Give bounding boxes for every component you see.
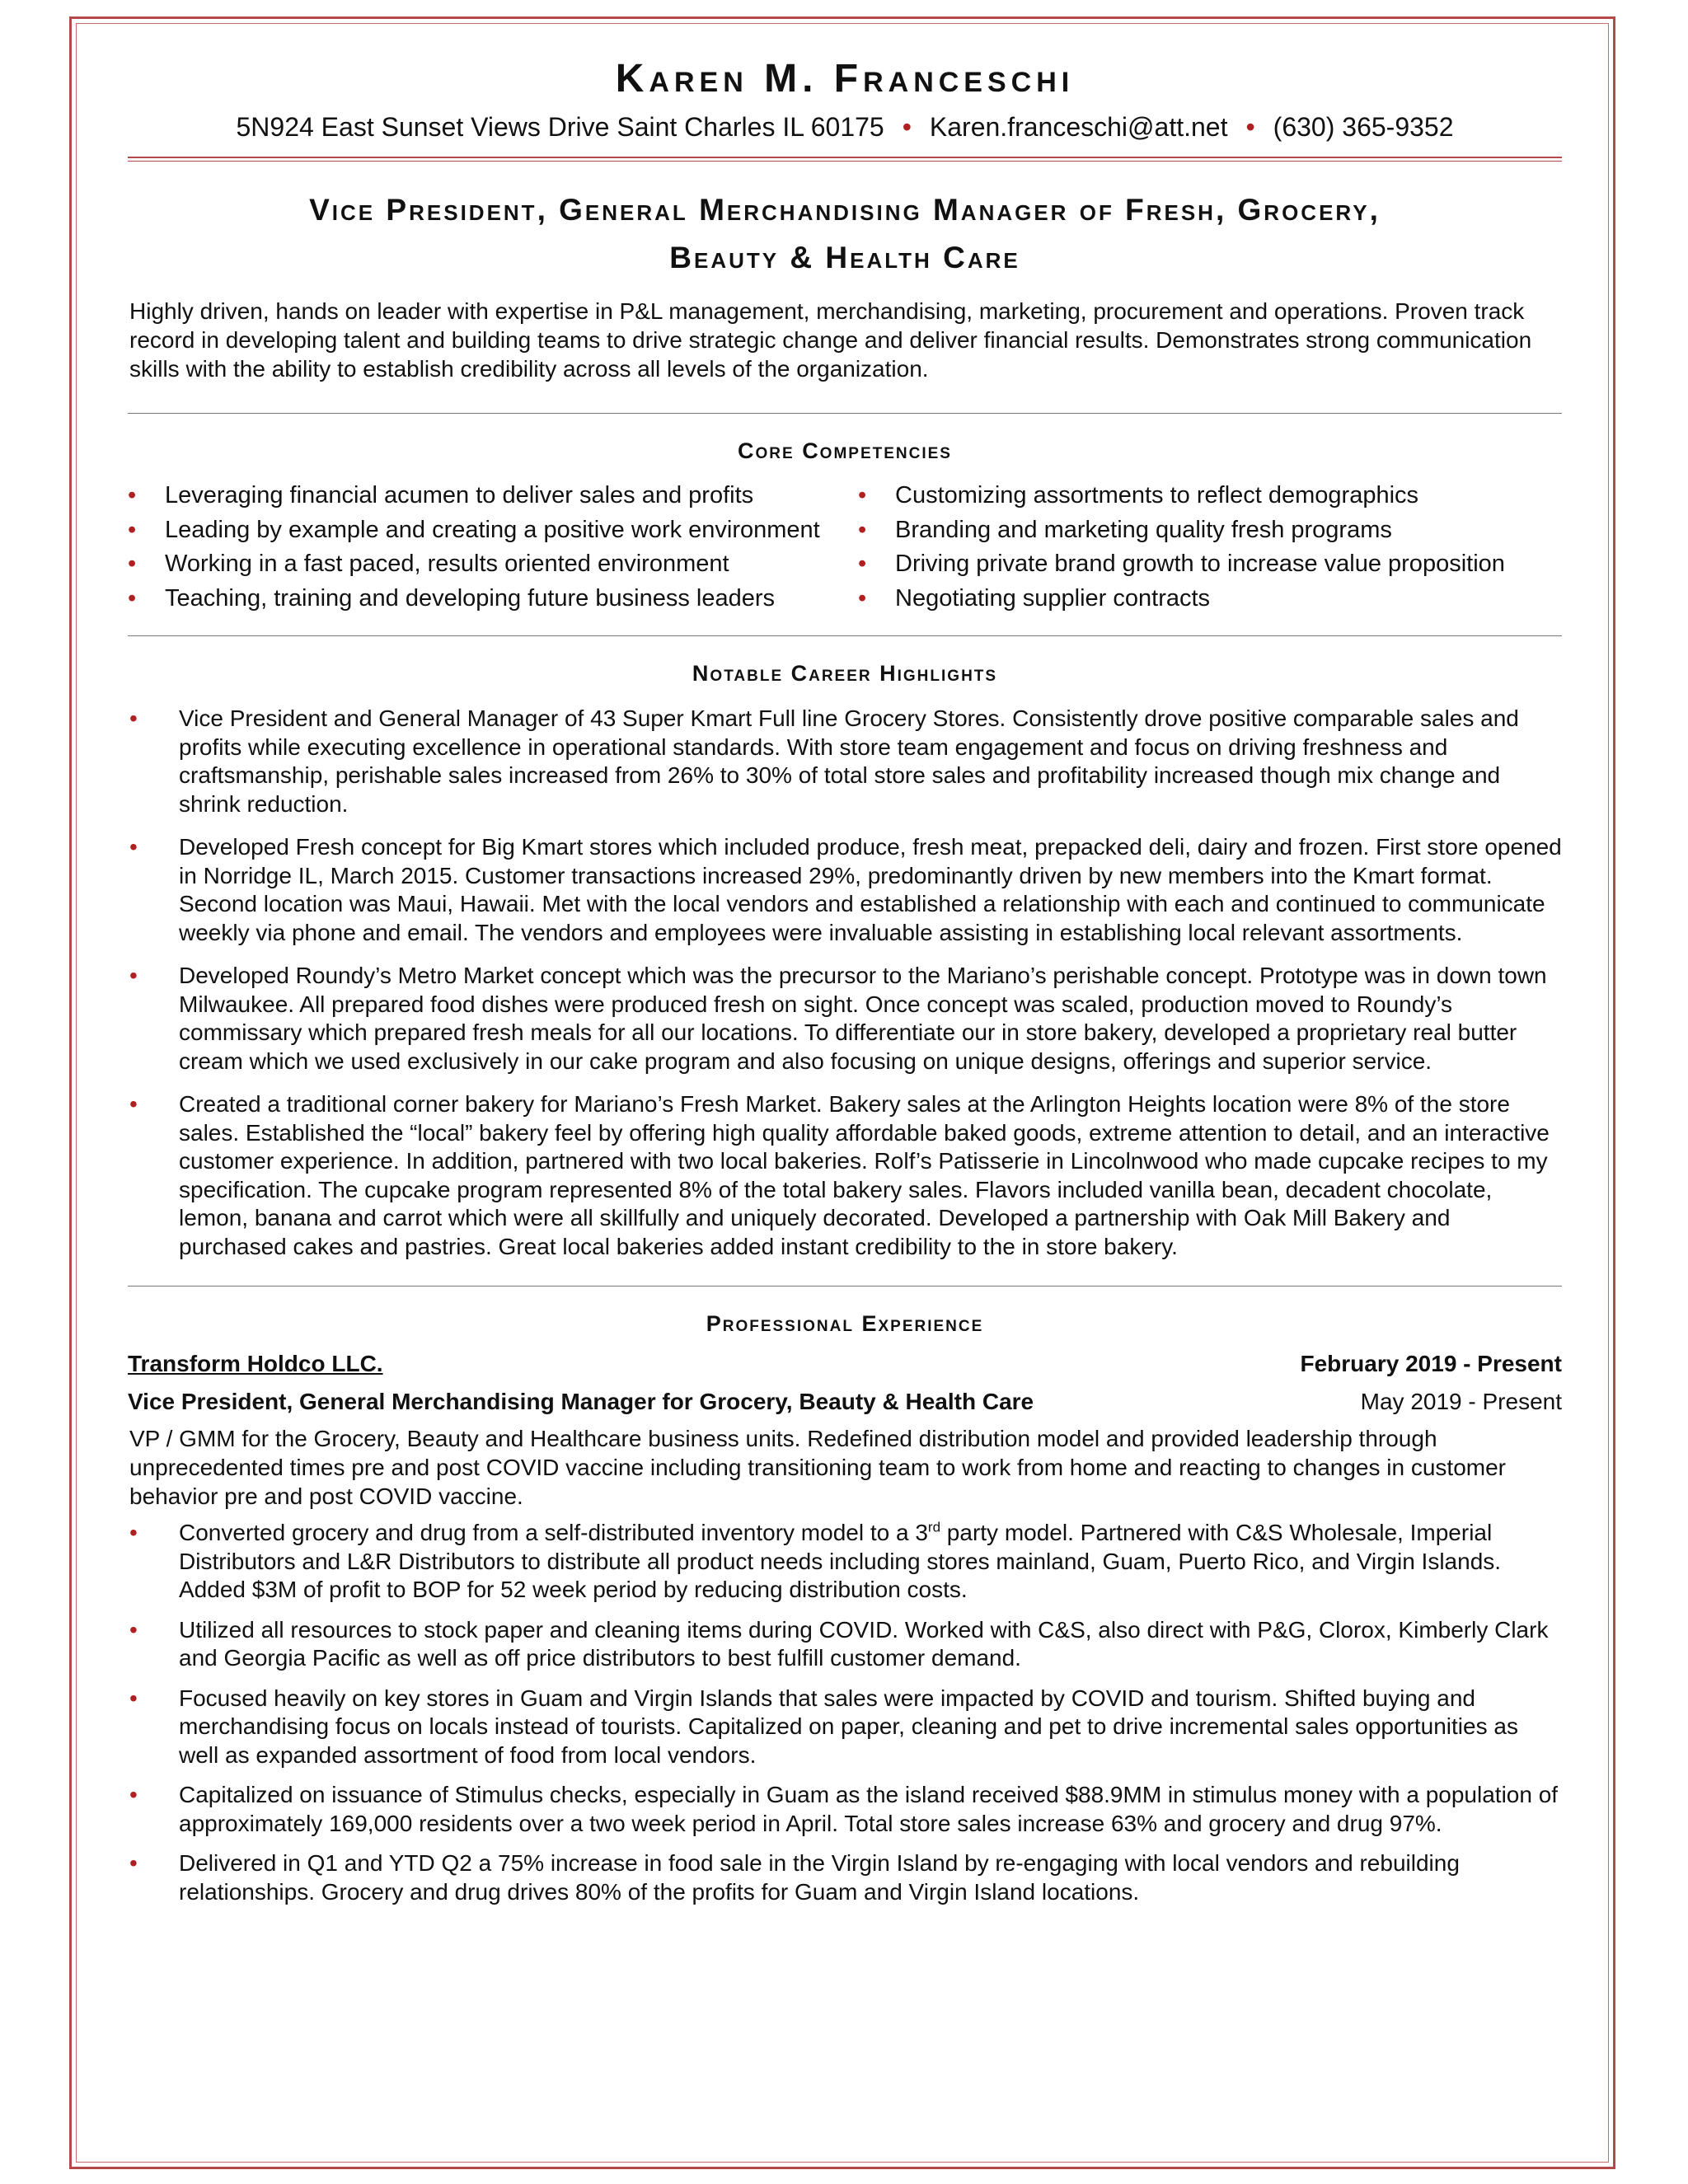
competency-item: • Leveraging financial acumen to deliver sales and profits <box>128 479 858 513</box>
competencies-list <box>128 479 1562 616</box>
highlights-list <box>128 705 1562 1261</box>
email-link[interactable]: Karen.franceschi@att.net <box>929 112 1228 142</box>
bullet-icon: • <box>128 551 137 577</box>
bullet-icon: • <box>128 516 137 543</box>
bullet-icon: • <box>129 1091 138 1117</box>
resume-page <box>128 49 1562 1906</box>
company-name: Transform Holdco LLC. <box>128 1351 383 1376</box>
role-title: Vice President, General Merchandising Manager for Grocery, Beauty & Health Care <box>128 1389 1034 1414</box>
bullet-icon: • <box>128 584 137 612</box>
core-competencies-heading: Core Competencies <box>738 438 952 463</box>
title-line-2: Beauty & Health Care <box>669 241 1020 274</box>
highlight-item: • Vice President and General Manager of 43 Super Kmart Full line Grocery Stores. Consistently drove positive comparable sales and profits while executing excellence in operational standards. With store team engagement and focus on driving freshness and craftsmanship, perishable sales increased from 26% to 30% of total store sales and profitability increased though mix change and shrink reduction. <box>129 705 1519 817</box>
bullet-icon: • <box>858 584 867 612</box>
role-description: VP / GMM for the Grocery, Beauty and Healthcare business units. Redefined distribution model and provided leadership through unprecedented times pre and post COVID vaccine including transitioning team to work from home and reacting to changes in customer behavior pre and post COVID vaccine. <box>129 1426 1506 1509</box>
highlight-item: • Created a traditional corner bakery for Mariano’s Fresh Market. Bakery sales at the Arlington Heights location were 8% of the store sales. Established the “local” bakery feel by offering high quality affordable baked goods, extreme attention to detail, and an interactive customer experience. In addition, partnered with two local bakeries. Rolf’s Patisserie in Lincolnwood who made cupcake recipes to my specification. The cupcake program represented 8% of the total bakery sales. Flavors included vanilla bean, decadent chocolate, lemon, banana and carrot which were all skillfully and uniquely decorated. Developed a partnership with Oak Mill Bakery and purchased cakes and pastries. Great local bakeries added instant credibility to the in store bakery. <box>129 1091 1550 1259</box>
contact-line <box>128 110 1562 143</box>
company-dates: February 2019 - Present <box>1300 1351 1562 1376</box>
company-row <box>128 1350 1562 1378</box>
competency-item: • Branding and marketing quality fresh programs <box>858 513 1559 548</box>
highlight-item: • Developed Roundy’s Metro Market concept which was the precursor to the Mariano’s perishable concept. Prototype was in down town Milwaukee. All prepared food dishes were produced fresh on sight. Once concept was scaled, production moved to Roundy’s commissary which prepared fresh meals for all our locations. To differentiate our in store bakery, developed a proprietary real butter cream which we used exclusively in our cake program and also focusing on unique designs, offerings and superior service. <box>129 963 1547 1074</box>
experience-item: • Delivered in Q1 and YTD Q2 a 75% increase in food sale in the Virgin Island by re-engaging with local vendors and rebuilding relationships. Grocery and drug drives 80% of the profits for Guam and Virgin Island locations. <box>129 1850 1460 1905</box>
competency-item: • Working in a fast paced, results oriented environment <box>128 547 858 582</box>
experience-list <box>128 1519 1562 1906</box>
bullet-icon: • <box>128 482 137 509</box>
bullet-icon: • <box>129 1782 138 1807</box>
bullet-icon: • <box>129 1520 138 1545</box>
experience-item: • Utilized all resources to stock paper and cleaning items during COVID. Worked with C&S, also direct with P&G, Clorox, Kimberly Clark and Georgia Pacific as well as off price distributors to best fulfill customer demand. <box>129 1616 1549 1671</box>
phone-number: (630) 365-9352 <box>1273 112 1454 142</box>
bullet-icon: • <box>129 705 138 731</box>
competency-item: • Teaching, training and developing future business leaders <box>128 582 858 616</box>
header-divider <box>128 157 1562 162</box>
section-divider <box>128 413 1562 414</box>
address: 5N924 East Sunset Views Drive Saint Charles IL 60175 <box>236 112 884 142</box>
bullet-icon: • <box>129 1685 138 1711</box>
bullet-icon: • <box>858 551 867 577</box>
bullet-icon: • <box>858 516 867 543</box>
bullet-icon: • <box>129 834 138 860</box>
bullet-icon: • <box>129 1616 138 1643</box>
separator-dot: • <box>1245 112 1255 142</box>
experience-item: • Converted grocery and drug from a self-distributed inventory model to a 3rd party model. Partnered with C&S Wholesale, Imperial Distributors and L&R Distributors to distribute all product needs including stores mainland, Guam, Puerto Rico, and Virgin Islands. Added $3M of profit to BOP for 52 week period by reducing distribution costs. <box>129 1519 1502 1602</box>
professional-title <box>128 186 1562 282</box>
competency-item: • Leading by example and creating a positive work environment <box>128 513 858 548</box>
candidate-name: Karen M. Franceschi <box>615 57 1075 101</box>
bullet-icon: • <box>858 482 867 509</box>
role-dates: May 2019 - Present <box>1360 1389 1562 1414</box>
bullet-icon: • <box>129 1850 138 1876</box>
role-row <box>128 1388 1562 1416</box>
highlight-item: • Developed Fresh concept for Big Kmart stores which included produce, fresh meat, prepacked deli, dairy and frozen. First store opened in Norridge IL, March 2015. Customer transactions increased 29%, predominantly driven by new members into the Kmart format. Second location was Maui, Hawaii. Met with the local vendors and established a relationship with each and continued to communicate weekly via phone and email. The vendors and employees were invaluable assisting in establishing local relevant assortments. <box>129 834 1562 945</box>
competency-item: • Customizing assortments to reflect demographics <box>858 479 1559 513</box>
summary-paragraph: Highly driven, hands on leader with expertise in P&L management, merchandising, marketing, procurement and operations. Proven track record in developing talent and building teams to drive strategic change and deliver financial results. Demonstrates strong communication skills with the ability to establish credibility across all levels of the organization. <box>129 298 1532 382</box>
career-highlights-heading: Notable Career Highlights <box>692 661 998 686</box>
competency-item: • Negotiating supplier contracts <box>858 582 1559 616</box>
experience-item: • Capitalized on issuance of Stimulus checks, especially in Guam as the island received $88.9MM in stimulus money with a population of approximately 169,000 residents over a two week period in April. Total store sales increase 63% and grocery and drug 97%. <box>129 1782 1559 1836</box>
separator-dot: • <box>902 112 912 142</box>
experience-item: • Focused heavily on key stores in Guam and Virgin Islands that sales were impacted by COVID and tourism. Shifted buying and merchandising focus on locals instead of tourists. Capitalized on paper, cleaning and pet to drive incremental sales opportunities as well as expanded assortment of food from local vendors. <box>129 1685 1518 1768</box>
title-line-1: Vice President, General Merchandising Manager of Fresh, Grocery, <box>309 193 1381 227</box>
bullet-icon: • <box>129 963 138 988</box>
competency-item: • Driving private brand growth to increase value proposition <box>858 547 1559 582</box>
section-divider <box>128 635 1562 636</box>
professional-experience-heading: Professional Experience <box>706 1311 984 1336</box>
